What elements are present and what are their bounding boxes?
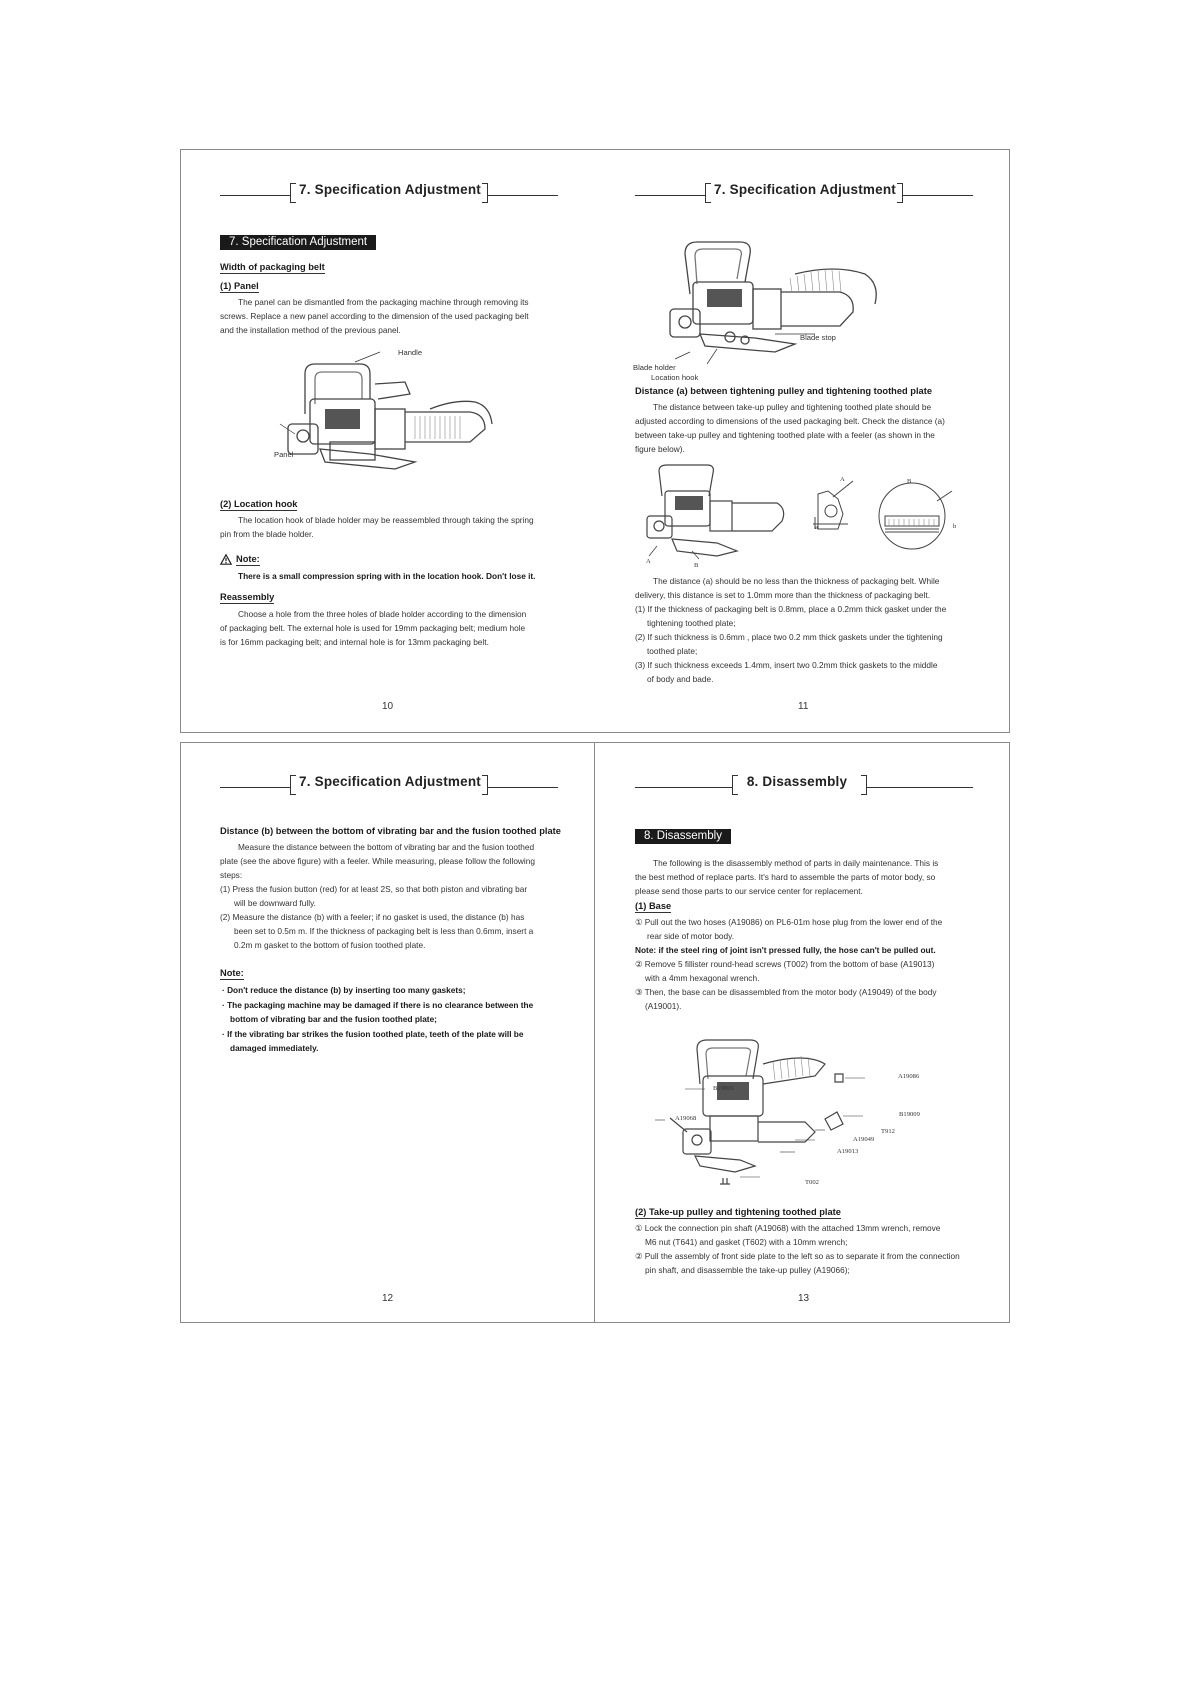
page-number: 10: [382, 701, 394, 712]
takeup-line-3: ② Pull the assembly of front side plate to the left so as to separate it from the connection: [635, 1251, 960, 1261]
reassembly-line-2: of packaging belt. The external hole is used for 19mm packaging belt; medium hole: [220, 623, 526, 633]
p12-line-4: (1) Press the fusion button (red) for at least 2S, so that both piston and vibrating bar: [220, 884, 528, 894]
distance-a-line-2: adjusted according to dimensions of the used packaging belt. Check the distance (a): [635, 416, 945, 426]
takeup-heading: (2) Take-up pulley and tightening toothed plate: [635, 1207, 841, 1217]
distance-b-heading: Distance (b) between the bottom of vibrating bar and the fusion toothed plate: [220, 826, 561, 836]
fig-label-b-upper: B: [694, 562, 699, 569]
page-header: [180, 179, 595, 209]
header-title: 8. Disassembly: [746, 774, 848, 789]
width-heading: Width of packaging belt: [220, 262, 325, 272]
page-10: [180, 149, 595, 733]
distance-a-line-3: between take-up pulley and tightening toothed plate with a feeler (as shown in the: [635, 430, 935, 440]
intro-line-1: The following is the disassembly method of parts in daily maintenance. This is: [653, 858, 939, 868]
intro-line-2: the best method of replace parts. It's hard to assemble the parts of motor body, so: [635, 872, 936, 882]
note-label: Note:: [236, 554, 260, 564]
p12-line-8: 0.2m m gasket to the bottom of fusion toothed plate.: [234, 940, 426, 950]
takeup-line-2: M6 nut (T641) and gasket (T602) with a 10mm wrench;: [645, 1237, 848, 1247]
panel-line-3: and the installation method of the previous panel.: [220, 325, 401, 335]
detail-diagram-b: [877, 481, 957, 551]
part-code-a19068: A19068: [675, 1115, 697, 1122]
part-code-b19001: B19001: [713, 1085, 734, 1092]
label-location-hook: Location hook: [651, 373, 699, 382]
note-4: · If the vibrating bar strikes the fusion toothed plate, teeth of the plate will be: [222, 1029, 524, 1039]
panel-line-1: The panel can be dismantled from the packaging machine through removing its: [238, 297, 529, 307]
page-number: 11: [798, 701, 809, 712]
page-header: [595, 771, 1010, 801]
base-line-2: rear side of motor body.: [647, 931, 735, 941]
reassembly-line-1: Choose a hole from the three holes of blade holder according to the dimension: [238, 609, 527, 619]
part-code-b19009: B19009: [899, 1111, 920, 1118]
location-line-2: pin from the blade holder.: [220, 529, 314, 539]
section-title-box: 8. Disassembly: [635, 829, 731, 844]
part-code-a19086: A19086: [898, 1073, 920, 1080]
detail-diagram-a: [813, 489, 868, 539]
note-text: There is a small compression spring with in the location hook. Don't lose it.: [238, 571, 536, 581]
label-blade-holder: Blade holder: [633, 363, 676, 372]
note-2: · The packaging machine may be damaged if there is no clearance between the: [222, 1000, 534, 1010]
part-code-t002: T002: [805, 1179, 819, 1186]
p12-line-7: been set to 0.5m m. If the thickness of packaging belt is less than 0.6mm, insert a: [234, 926, 534, 936]
page-13: [595, 742, 1010, 1323]
fig-label-a-upper: A: [646, 558, 651, 565]
p12-line-1: Measure the distance between the bottom of vibrating bar and the fusion toothed: [238, 842, 535, 852]
distance-a-line-1: The distance between take-up pulley and tightening toothed plate should be: [653, 402, 932, 412]
label-blade-stop: Blade stop: [800, 333, 836, 342]
base-line-6: ③ Then, the base can be disassembled from the motor body (A19049) of the body: [635, 987, 937, 997]
page-11: [595, 149, 1010, 733]
page-12: [180, 742, 595, 1323]
takeup-line-1: ① Lock the connection pin shaft (A19068) with the attached 13mm wrench, remove: [635, 1223, 941, 1233]
exploded-view-illustration: [665, 1034, 905, 1184]
part-code-a19013: A19013: [837, 1148, 859, 1155]
base-heading: (1) Base: [635, 901, 672, 911]
note-5: damaged immediately.: [230, 1043, 319, 1053]
section-title-box: 7. Specification Adjustment: [220, 235, 376, 250]
body-line-5: (2) If such thickness is 0.6mm , place two 0.2 mm thick gaskets under the tightening: [635, 632, 943, 642]
p12-line-6: (2) Measure the distance (b) with a feeler; if no gasket is used, the distance (b) has: [220, 912, 525, 922]
part-code-a19049: A19049: [853, 1136, 875, 1143]
header-title: 7. Specification Adjustment: [299, 182, 481, 197]
panel-line-2: screws. Replace a new panel according to the dimension of the used packaging belt: [220, 311, 529, 321]
body-line-1: The distance (a) should be no less than the thickness of packaging belt. While: [653, 576, 940, 586]
fig-label-b-lower: b: [953, 523, 957, 530]
distance-a-line-4: figure below).: [635, 444, 685, 454]
page-header: [180, 771, 595, 801]
page-header: [595, 179, 1010, 209]
fig-label-a-top: A: [840, 476, 845, 483]
warning-icon: [220, 554, 232, 565]
page-number: 13: [798, 1293, 810, 1304]
p12-line-3: steps:: [220, 870, 243, 880]
body-line-6: toothed plate;: [647, 646, 698, 656]
header-title: 7. Specification Adjustment: [299, 774, 481, 789]
body-line-8: of body and bade.: [647, 674, 714, 684]
header-title: 7. Specification Adjustment: [714, 182, 896, 197]
panel-heading: (1) Panel: [220, 281, 259, 291]
body-line-2: delivery, this distance is set to 1.0mm more than the thickness of packaging belt.: [635, 590, 930, 600]
page-number: 12: [382, 1293, 394, 1304]
p12-line-5: will be downward fully.: [234, 898, 316, 908]
base-line-7: (A19001).: [645, 1001, 682, 1011]
note-label: Note:: [220, 968, 244, 978]
reassembly-line-3: is for 16mm packaging belt; and internal hole is for 13mm packaging belt.: [220, 637, 489, 647]
label-panel: Panel: [274, 450, 294, 459]
distance-a-heading: Distance (a) between tightening pulley and tightening toothed plate: [635, 386, 932, 396]
body-line-7: (3) If such thickness exceeds 1.4mm, insert two 0.2mm thick gaskets to the middle: [635, 660, 938, 670]
label-handle: Handle: [398, 348, 423, 357]
body-line-3: (1) If the thickness of packaging belt is 0.8mm, place a 0.2mm thick gasket under the: [635, 604, 947, 614]
base-line-4: ② Remove 5 fillister round-head screws (T002) from the bottom of base (A19013): [635, 959, 935, 969]
base-line-1: ① Pull out the two hoses (A19086) on PL6-01m hose plug from the lower end of the: [635, 917, 943, 927]
fig-label-b-top: B: [907, 478, 912, 485]
base-note: Note: if the steel ring of joint isn't pressed fully, the hose can't be pulled out.: [635, 945, 936, 955]
note-1: · Don't reduce the distance (b) by inserting too many gaskets;: [222, 985, 466, 995]
part-code-t912: T912: [881, 1128, 895, 1135]
p12-line-2: plate (see the above figure) with a feeler. While measuring, please follow the following: [220, 856, 535, 866]
intro-line-3: please send those parts to our service center for replacement.: [635, 886, 863, 896]
base-line-5: with a 4mm hexagonal wrench.: [645, 973, 760, 983]
takeup-line-4: pin shaft, and disassemble the take-up pulley (A19066);: [645, 1265, 850, 1275]
fig-label-a-lower: a: [815, 524, 818, 531]
reassembly-heading: Reassembly: [220, 592, 275, 602]
body-line-4: tightening toothed plate;: [647, 618, 736, 628]
machine-illustration: [270, 354, 510, 479]
location-heading: (2) Location hook: [220, 499, 298, 509]
location-line-1: The location hook of blade holder may be reassembled through taking the spring: [238, 515, 534, 525]
machine-diagram-small: [637, 461, 787, 561]
note-3: bottom of vibrating bar and the fusion toothed plate;: [230, 1014, 437, 1024]
machine-illustration-top: [655, 234, 895, 369]
